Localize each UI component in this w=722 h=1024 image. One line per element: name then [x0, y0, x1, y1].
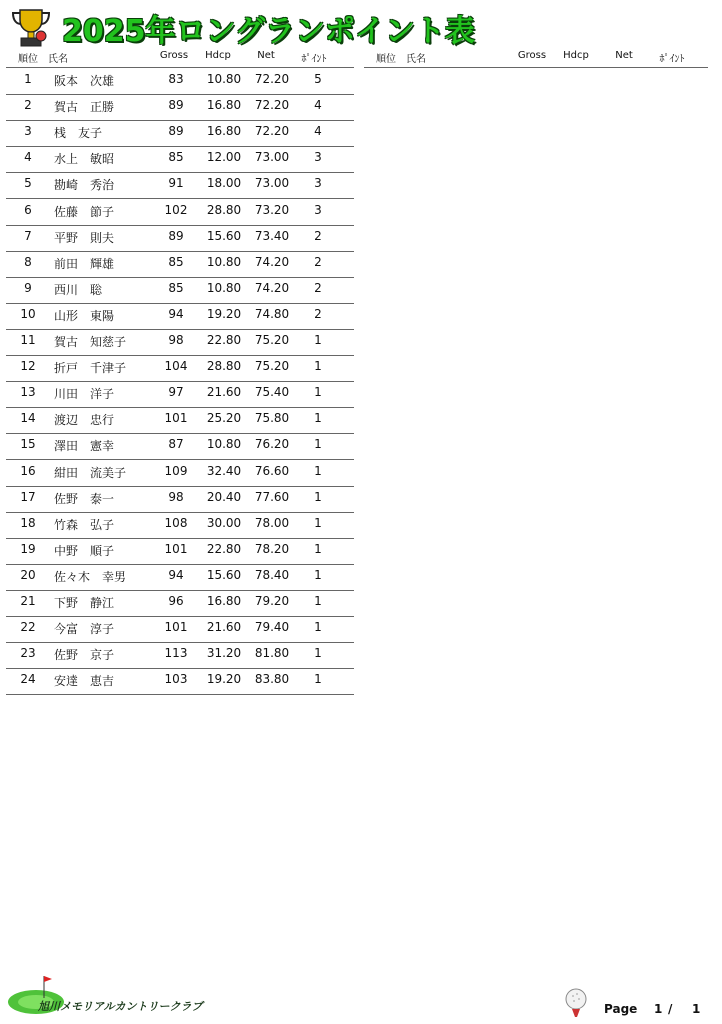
points-cell: 1	[314, 463, 322, 478]
points-cell: 1	[314, 385, 322, 400]
name-cell: 西川 聡	[54, 282, 103, 297]
points-cell: 1	[314, 594, 322, 608]
gross-cell: 103	[164, 672, 188, 687]
points-cell: 4	[314, 98, 322, 113]
name-cell: 佐々木 幸男	[54, 569, 127, 584]
points-cell: 1	[314, 646, 322, 661]
gross-cell: 101	[164, 620, 188, 635]
rank-cell: 23	[20, 646, 36, 661]
rank-cell: 9	[24, 280, 32, 295]
trophy-icon	[6, 6, 56, 48]
points-cell: 1	[314, 333, 322, 347]
gross-cell: 101	[164, 411, 188, 426]
name-cell: 竹森 弘子	[54, 517, 115, 532]
table-row	[6, 277, 354, 304]
rank-cell: 13	[20, 385, 36, 400]
name-cell: 今富 淳子	[54, 622, 115, 637]
golf-ball-icon	[564, 988, 588, 1018]
header-gross-2: Gross	[517, 50, 547, 61]
name-cell: 佐野 京子	[54, 648, 115, 663]
gross-cell: 104	[164, 359, 188, 374]
page-title: 2025年ロングランポイント表	[62, 14, 475, 49]
page-separator: /	[668, 1002, 673, 1016]
points-cell: 3	[314, 176, 322, 191]
points-cell: 2	[314, 228, 322, 243]
table-row	[6, 94, 354, 121]
rank-cell: 6	[24, 202, 32, 217]
table-row	[6, 642, 354, 669]
name-cell: 安達 恵吉	[54, 674, 115, 689]
net-cell: 75.40	[254, 385, 290, 400]
header-name: 氏名	[48, 54, 68, 65]
hdcp-cell: 16.80	[206, 594, 242, 608]
hdcp-cell: 30.00	[206, 515, 242, 530]
rank-cell: 12	[20, 359, 36, 374]
header-hdcp-2: Hdcp	[563, 50, 589, 61]
name-cell: 折戸 千津子	[54, 361, 127, 376]
rank-cell: 20	[20, 567, 36, 582]
gross-cell: 94	[168, 567, 184, 582]
gross-cell: 85	[168, 254, 184, 269]
table-row	[6, 486, 354, 513]
points-cell: 1	[314, 359, 322, 374]
hdcp-cell: 28.80	[206, 202, 242, 217]
points-cell: 1	[314, 437, 322, 452]
rank-cell: 15	[20, 437, 36, 452]
rank-cell: 14	[20, 411, 36, 426]
hdcp-cell: 10.80	[206, 280, 242, 295]
name-cell: 山形 東陽	[54, 308, 115, 323]
net-cell: 78.40	[254, 567, 290, 582]
net-cell: 75.20	[254, 359, 290, 374]
net-cell: 72.20	[254, 124, 290, 139]
name-cell: 川田 洋子	[54, 387, 115, 402]
gross-cell: 101	[164, 541, 188, 556]
net-cell: 79.20	[254, 594, 290, 608]
name-cell: 阪本 次雄	[54, 74, 115, 88]
net-cell: 75.80	[254, 411, 290, 426]
hdcp-cell: 10.80	[206, 72, 242, 86]
points-cell: 1	[314, 672, 322, 687]
gross-cell: 89	[168, 98, 184, 113]
name-cell: 勘崎 秀治	[54, 178, 115, 193]
rank-cell: 18	[20, 515, 36, 530]
points-cell: 3	[314, 202, 322, 217]
rank-cell: 8	[24, 254, 32, 269]
hdcp-cell: 31.20	[206, 646, 242, 661]
name-cell: 前田 輝雄	[54, 256, 115, 271]
name-cell: 澤田 憲幸	[54, 439, 115, 454]
rank-cell: 21	[20, 594, 36, 608]
net-cell: 76.20	[254, 437, 290, 452]
header-name-2: 氏名	[406, 54, 426, 65]
page-total: 1	[692, 1002, 701, 1016]
table-row	[6, 590, 354, 617]
net-cell: 74.20	[254, 254, 290, 269]
rank-cell: 2	[24, 98, 32, 113]
gross-cell: 83	[168, 72, 184, 86]
hdcp-cell: 18.00	[206, 176, 242, 191]
gross-cell: 108	[164, 515, 188, 530]
table-row	[6, 407, 354, 434]
hdcp-cell: 15.60	[206, 228, 242, 243]
header-net: Net	[257, 50, 275, 61]
gross-cell: 85	[168, 280, 184, 295]
hdcp-cell: 22.80	[206, 333, 242, 347]
header-rank-2: 順位	[376, 54, 396, 65]
page-indicator	[562, 988, 712, 1020]
table-row	[6, 512, 354, 539]
rank-cell: 7	[24, 228, 32, 243]
net-cell: 73.00	[254, 150, 290, 165]
header-points-2: ﾎﾟｲﾝﾄ	[659, 54, 685, 65]
header-net-2: Net	[615, 50, 633, 61]
net-cell: 73.40	[254, 228, 290, 243]
name-cell: 水上 敏昭	[54, 152, 115, 167]
name-cell: 佐藤 節子	[54, 204, 115, 219]
gross-cell: 87	[168, 437, 184, 452]
rank-cell: 4	[24, 150, 32, 165]
table-row	[6, 668, 354, 695]
table-row	[6, 460, 354, 487]
name-cell: 渡辺 忠行	[54, 413, 115, 428]
net-cell: 72.20	[254, 98, 290, 113]
name-cell: 賀古 正勝	[54, 100, 115, 115]
net-cell: 78.00	[254, 515, 290, 530]
net-cell: 72.20	[254, 72, 290, 86]
hdcp-cell: 15.60	[206, 567, 242, 582]
name-cell: 紺田 流美子	[54, 465, 127, 480]
table-row	[6, 68, 354, 95]
gross-cell: 109	[164, 463, 188, 478]
net-cell: 73.20	[254, 202, 290, 217]
club-name: 旭川メモリアルカントリークラブ	[38, 1000, 203, 1013]
rank-cell: 11	[20, 333, 36, 347]
hdcp-cell: 32.40	[206, 463, 242, 478]
points-cell: 5	[314, 72, 322, 86]
table-header-left	[6, 47, 354, 68]
points-cell: 2	[314, 306, 322, 321]
gross-cell: 96	[168, 594, 184, 608]
net-cell: 79.40	[254, 620, 290, 635]
gross-cell: 97	[168, 385, 184, 400]
net-cell: 74.80	[254, 306, 290, 321]
hdcp-cell: 16.80	[206, 98, 242, 113]
table-row	[6, 329, 354, 356]
name-cell: 桟 友子	[54, 126, 103, 141]
net-cell: 78.20	[254, 541, 290, 556]
table-row	[6, 616, 354, 643]
name-cell: 佐野 泰一	[54, 491, 115, 506]
hdcp-cell: 19.20	[206, 306, 242, 321]
table-header-right	[364, 47, 708, 68]
rank-cell: 10	[20, 306, 36, 321]
hdcp-cell: 21.60	[206, 620, 242, 635]
gross-cell: 89	[168, 124, 184, 139]
rank-cell: 5	[24, 176, 32, 191]
hdcp-cell: 20.40	[206, 489, 242, 504]
gross-cell: 102	[164, 202, 188, 217]
points-cell: 2	[314, 280, 322, 295]
header-hdcp: Hdcp	[205, 50, 231, 61]
table-row	[6, 355, 354, 382]
points-cell: 1	[314, 489, 322, 504]
table-row	[6, 199, 354, 226]
points-cell: 1	[314, 515, 322, 530]
hdcp-cell: 10.80	[206, 254, 242, 269]
hdcp-cell: 16.80	[206, 124, 242, 139]
gross-cell: 98	[168, 489, 184, 504]
table-row	[6, 146, 354, 173]
header-points: ﾎﾟｲﾝﾄ	[301, 54, 327, 65]
table-row	[6, 538, 354, 565]
points-cell: 1	[314, 567, 322, 582]
gross-cell: 91	[168, 176, 184, 191]
gross-cell: 113	[164, 646, 188, 661]
header-rank: 順位	[18, 54, 38, 65]
table-row	[6, 433, 354, 460]
gross-cell: 89	[168, 228, 184, 243]
table-row	[6, 381, 354, 408]
rank-cell: 16	[20, 463, 36, 478]
header-gross: Gross	[159, 50, 189, 61]
points-cell: 4	[314, 124, 322, 139]
rank-cell: 19	[20, 541, 36, 556]
rank-cell: 22	[20, 620, 36, 635]
table-row	[6, 564, 354, 591]
rank-cell: 17	[20, 489, 36, 504]
name-cell: 中野 順子	[54, 543, 115, 558]
hdcp-cell: 25.20	[206, 411, 242, 426]
table-row	[6, 120, 354, 147]
net-cell: 81.80	[254, 646, 290, 661]
page-label: Page	[604, 1002, 638, 1016]
rank-cell: 1	[24, 72, 32, 86]
net-cell: 73.00	[254, 176, 290, 191]
points-cell: 3	[314, 150, 322, 165]
hdcp-cell: 28.80	[206, 359, 242, 374]
points-cell: 1	[314, 411, 322, 426]
net-cell: 77.60	[254, 489, 290, 504]
hdcp-cell: 12.00	[206, 150, 242, 165]
hdcp-cell: 21.60	[206, 385, 242, 400]
net-cell: 75.20	[254, 333, 290, 347]
rank-cell: 3	[24, 124, 32, 139]
hdcp-cell: 19.20	[206, 672, 242, 687]
net-cell: 76.60	[254, 463, 290, 478]
table-row	[6, 251, 354, 278]
points-cell: 2	[314, 254, 322, 269]
gross-cell: 94	[168, 306, 184, 321]
name-cell: 平野 則夫	[54, 230, 115, 245]
gross-cell: 85	[168, 150, 184, 165]
net-cell: 83.80	[254, 672, 290, 687]
hdcp-cell: 22.80	[206, 541, 242, 556]
rank-cell: 24	[20, 672, 36, 687]
name-cell: 賀古 知慈子	[54, 335, 127, 349]
gross-cell: 98	[168, 333, 184, 347]
club-logo	[6, 972, 206, 1016]
points-cell: 1	[314, 620, 322, 635]
net-cell: 74.20	[254, 280, 290, 295]
table-row	[6, 303, 354, 330]
name-cell: 下野 静江	[54, 596, 115, 610]
table-row	[6, 225, 354, 252]
title-bar	[6, 6, 506, 49]
table-row	[6, 172, 354, 199]
points-cell: 1	[314, 541, 322, 556]
page-current: 1	[654, 1002, 663, 1016]
hdcp-cell: 10.80	[206, 437, 242, 452]
